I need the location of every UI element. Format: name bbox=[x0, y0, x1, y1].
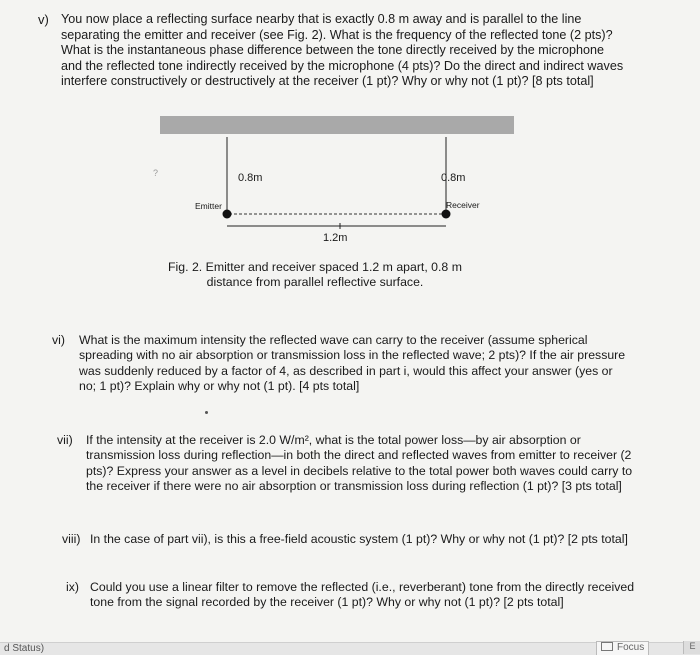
left-distance-label: 0.8m bbox=[238, 172, 263, 184]
question-text: If the intensity at the receiver is 2.0 W/m², what is the total power loss—by air absorption or transmission loss during reflection—in both the direct and reflected waves from emitter to receiver (2 pts)? Express your answer as a level in decibels relative to the total power both waves could carry to the receiver if there were no air absorption or transmission loss during reflection (1 pt)? [3 pts total] bbox=[86, 433, 633, 494]
receiver-dot bbox=[442, 210, 451, 219]
focus-label: Focus bbox=[617, 642, 645, 653]
focus-icon bbox=[601, 642, 613, 651]
status-text: d Status) bbox=[4, 643, 45, 654]
receiver-label: Receiver bbox=[446, 200, 480, 210]
question-number: viii) bbox=[62, 532, 81, 546]
question-text: Could you use a linear filter to remove the reflected (i.e., reverberant) tone from the directly received tone from the signal recorded by the receiver (1 pt)? Why or why not (1 pt)? [2 pts total] bbox=[90, 580, 635, 610]
right-distance-label: 0.8m bbox=[441, 172, 466, 184]
question-number: v) bbox=[38, 12, 49, 27]
edge-label: E bbox=[689, 641, 696, 651]
question-text: What is the maximum intensity the reflected wave can carry to the receiver (assume spherical spreading with no air absorption or transmission loss in the reflected wave; 2 pts)? If the air pressure was suddenly reduced by a factor of 4, as described in part i, would this affect your answer (yes or no; 1 pt)? Explain why or why not (1 pt). [4 pts total] bbox=[79, 333, 626, 394]
caption-text: Fig. 2. Emitter and receiver spaced 1.2 m apart, 0.8 m distance from parallel reflective surface. bbox=[168, 260, 462, 289]
question-number: ix) bbox=[66, 580, 79, 594]
status-bar bbox=[0, 642, 700, 655]
emitter-label: Emitter bbox=[195, 201, 222, 211]
question-number: vi) bbox=[52, 333, 65, 347]
reflective-surface bbox=[160, 116, 514, 134]
question-text: In the case of part vii), is this a free-field acoustic system (1 pt)? Why or why not (1 pt)? [2 pts total] bbox=[90, 532, 628, 546]
spacing-label: 1.2m bbox=[323, 232, 348, 244]
svg-text:?: ? bbox=[153, 168, 159, 178]
figure-caption bbox=[160, 260, 470, 289]
question-number: vii) bbox=[57, 433, 73, 447]
edge-tab[interactable] bbox=[683, 641, 700, 654]
question-text: You now place a reflecting surface nearby that is exactly 0.8 m away and is parallel to the line separating the emitter and receiver (see Fig. 2). What is the frequency of the reflected tone (2 pts)? What is the instantaneous phase difference between the tone directly received by the microphone and the reflected tone indirectly received by the microphone (4 pts)? Do the direct and indirect waves interfere constructively or destructively at the receiver (1 pt)? Why or why not (1 pt)? [8 pts total] bbox=[61, 12, 624, 88]
emitter-dot bbox=[223, 210, 232, 219]
figure-2-diagram bbox=[0, 0, 700, 300]
focus-button[interactable] bbox=[596, 641, 649, 655]
stray-mark bbox=[205, 411, 208, 414]
